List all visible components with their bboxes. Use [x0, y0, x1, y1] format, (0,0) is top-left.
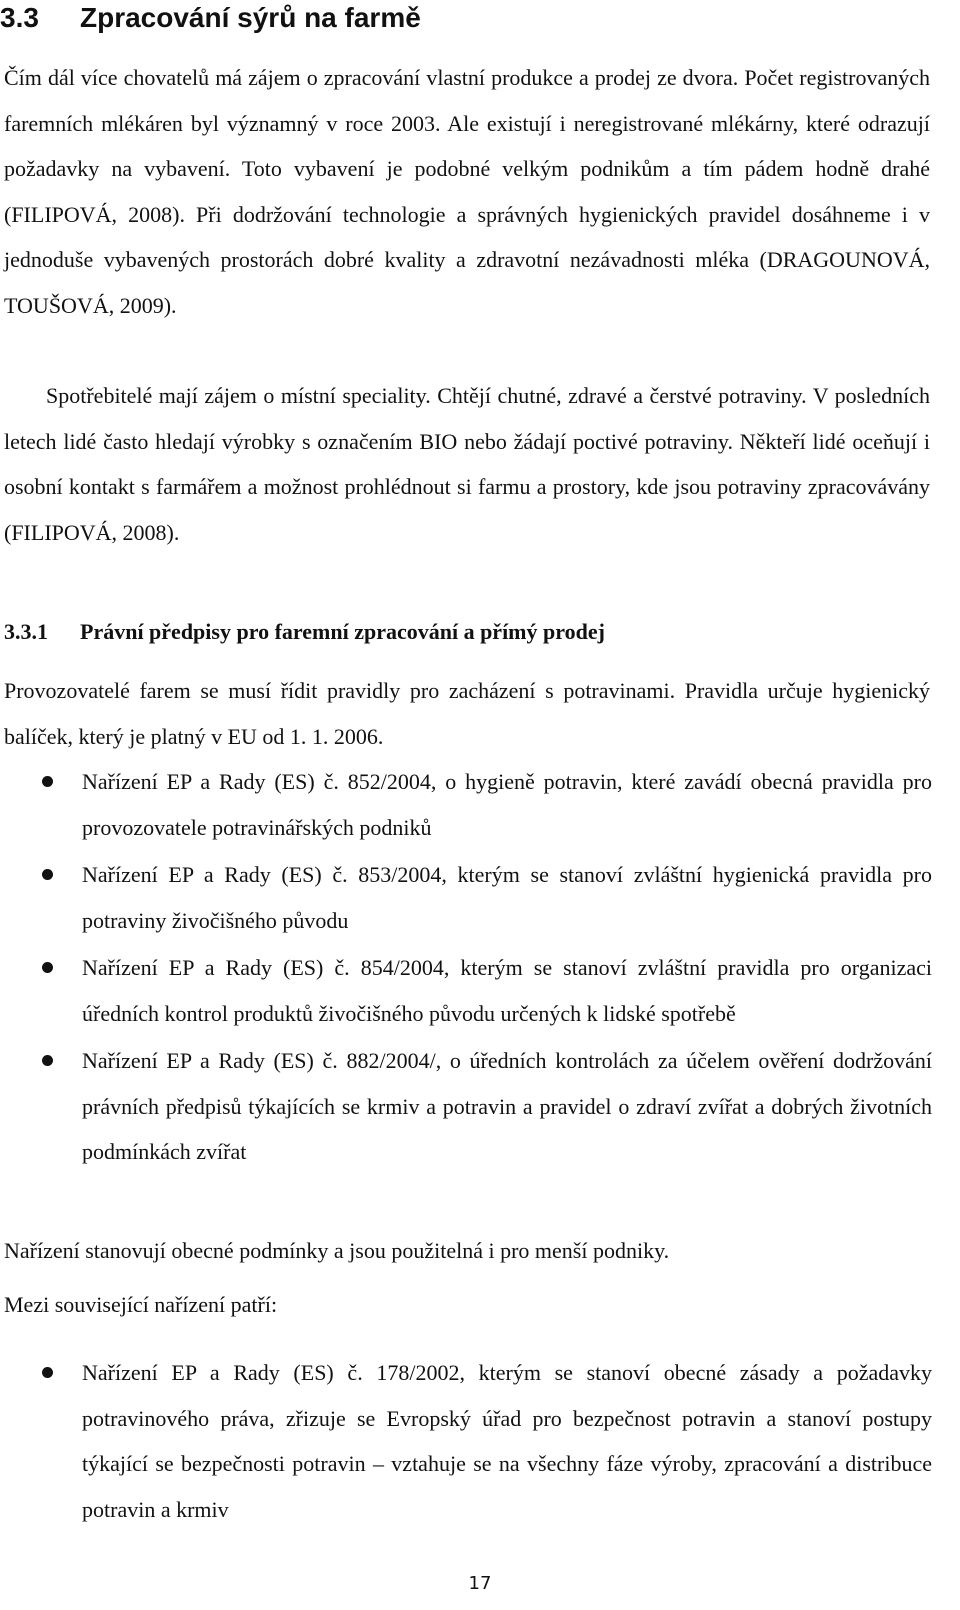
- section-heading: [0, 0, 421, 36]
- bullet-icon: [42, 1367, 53, 1378]
- list-item-text: Nařízení EP a Rady (ES) č. 853/2004, kterým se stanoví zvláštní hygienická pravidla pro potraviny živočišného původu: [82, 862, 932, 933]
- section-number: 3.3: [0, 2, 39, 33]
- list-item-text: Nařízení EP a Rady (ES) č. 852/2004, o hygieně potravin, které zavádí obecná pravidla pro provozovatele potravinářských podniků: [82, 769, 932, 840]
- list-item-text: Nařízení EP a Rady (ES) č. 854/2004, kterým se stanoví zvláštní pravidla pro organizaci úředních kontrol produktů živočišného původu určených k lidské spotřebě: [82, 955, 932, 1026]
- bullet-icon: [42, 776, 53, 787]
- bullet-icon: [42, 962, 53, 973]
- bullet-icon: [42, 869, 53, 880]
- related-regulation-list: [0, 1350, 932, 1534]
- section-title: Zpracování sýrů na farmě: [80, 2, 421, 33]
- list-item-text: Nařízení EP a Rady (ES) č. 178/2002, kterým se stanoví obecné zásady a požadavky potravinového práva, zřizuje se Evropský úřad pro bezpečnost potravin a stanoví postupy týkající se bezpečnosti potravin – vztahuje se na všechny fáze výroby, zpracování a distribuce potravin a krmiv: [82, 1360, 932, 1522]
- bullet-icon: [42, 1055, 53, 1066]
- list-item: [0, 1350, 932, 1532]
- subsection-heading: [4, 614, 930, 650]
- subsection-title: Právní předpisy pro faremní zpracování a přímý prodej: [80, 619, 605, 644]
- page-number: 17: [468, 1573, 492, 1594]
- list-item: [0, 759, 932, 850]
- paragraph-2: Spotřebitelé mají zájem o místní speciality. Chtějí chutné, zdravé a čerstvé potraviny. V posledních letech lidé často hledají výrobky s označením BIO nebo žádají poctivé potraviny. Někteří lidé oceňují i osobní kontakt s farmářem a možnost prohlédnout si farmu a prostory, kde jsou potraviny zpracovávány (FILIPOVÁ, 2008).: [4, 383, 930, 545]
- subsection-number: 3.3.1: [4, 619, 48, 644]
- list-item: [0, 945, 932, 1036]
- after-list-paragraph: Nařízení stanovují obecné podmínky a jsou použitelná i pro menší podniky.: [4, 1238, 670, 1263]
- related-label: Mezi související nařízení patří:: [4, 1292, 278, 1317]
- list-item-text: Nařízení EP a Rady (ES) č. 882/2004/, o úředních kontrolách za účelem ověření dodržování právních předpisů týkajících se krmiv a potravin a pravidel o zdraví zvířat a dobrých životních podmínkách zvířat: [82, 1048, 932, 1164]
- list-item: [0, 1038, 932, 1175]
- paragraph-1: Čím dál více chovatelů má zájem o zpracování vlastní produkce a prodej ze dvora. Počet registrovaných faremních mlékáren byl významný v roce 2003. Ale existují i neregistrované mlékárny, které odrazují požadavky na vybavení. Toto vybavení je podobné velkým podnikům a tím pádem hodně drahé (FILIPOVÁ, 2008). Při dodržování technologie a správných hygienických pravidel dosáhneme i v jednoduše vybavených prostorách dobré kvality a zdravotní nezávadnosti mléka (DRAGOUNOVÁ, TOUŠOVÁ, 2009).: [4, 65, 930, 318]
- list-item: [0, 852, 932, 943]
- subsection-intro: Provozovatelé farem se musí řídit pravidly pro zacházení s potravinami. Pravidla určuje hygienický balíček, který je platný v EU od 1. 1. 2006.: [4, 678, 930, 749]
- regulation-list: [0, 759, 932, 1177]
